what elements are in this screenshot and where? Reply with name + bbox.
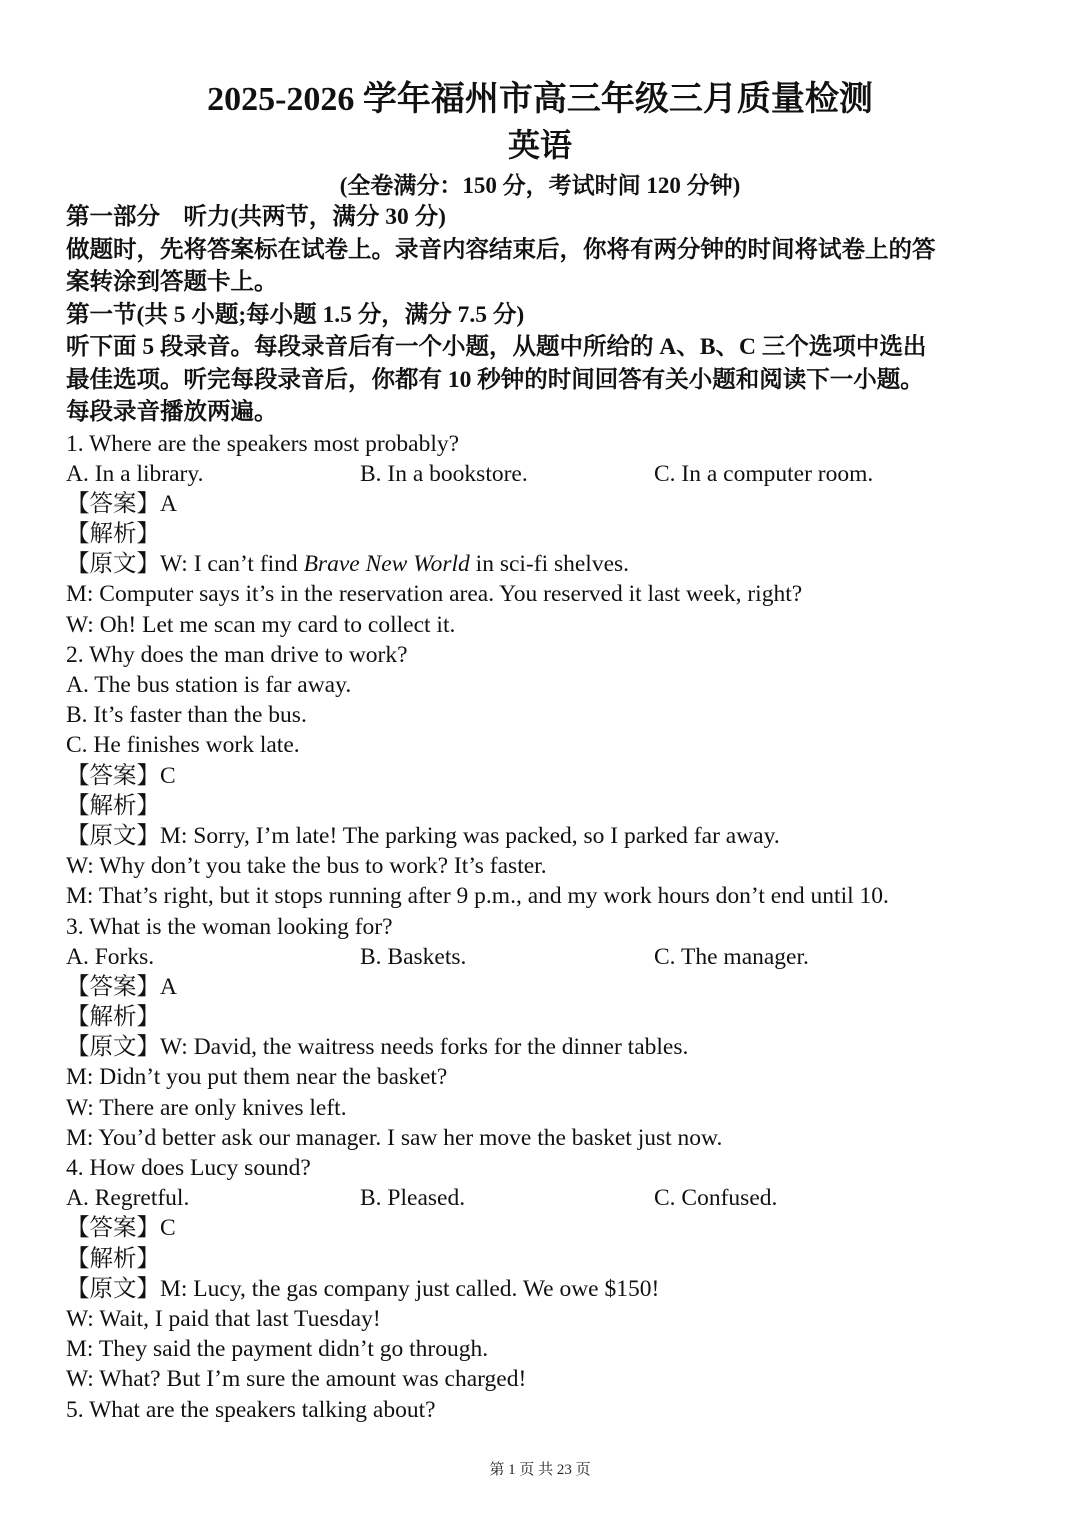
transcript-3-line-4: M: You’d better ask our manager. I saw her move the basket just now. [66,1124,723,1151]
question-3: 3. What is the woman looking for? [66,913,393,940]
option-c: C. Confused. [654,1185,778,1212]
subsection-title: 第一节(共 5 小题;每小题 1.5 分，满分 7.5 分) [66,301,525,328]
page-number: 第 1 页 共 23 页 [489,1462,591,1478]
score-info: (全卷满分：150 分，考试时间 120 分钟) [339,173,741,198]
analysis-2: 【解析】 [66,792,160,819]
question-4: 4. How does Lucy sound? [66,1155,311,1181]
question-1: 1. Where are the speakers most probably? [66,430,460,457]
subsection-instructions: 最佳选项。听完每段录音后，你都有 10 秒钟的时间回答有关小题和阅读下一小题。 [66,366,924,393]
analysis-3: 【解析】 [66,1004,160,1031]
transcript-3-line-2: M: Didn’t you put them near the basket? [66,1064,448,1091]
option-c: C. He finishes work late. [66,732,300,759]
option-a: A. In a library. [66,460,204,487]
subject-title: 英语 [507,127,572,163]
option-a: A. The bus station is far away. [66,672,352,698]
question-5: 5. What are the speakers talking about? [66,1396,436,1423]
question-1-options [66,459,1016,489]
analysis-4: 【解析】 [66,1245,160,1272]
option-b: B. It’s faster than the bus. [66,702,307,729]
question-4-options [66,1183,1016,1213]
transcript-3-line-3: W: There are only knives left. [66,1094,347,1121]
transcript-2-line-1: 【原文】M: Sorry, I’m late! The parking was packed, so I parked far away. [66,822,780,849]
transcript-1-line-1 [66,549,1016,579]
part-title: 第一部分 听力(共两节，满分 30 分) [66,204,446,230]
transcript-1-line-2: M: Computer says it’s in the reservation area. You reserved it last week, right? [66,581,803,608]
transcript-2-line-3: M: That’s right, but it stops running after 9 p.m., and my work hours don’t end until 10. [66,883,889,910]
answer-3: 【答案】A [66,973,177,1000]
transcript-4-line-4: W: What? But I’m sure the amount was charged! [66,1366,527,1393]
transcript-4-line-3: M: They said the payment didn’t go through. [66,1336,489,1363]
option-c: C. The manager. [654,943,809,970]
answer-4: 【答案】C [66,1215,176,1242]
transcript-4-line-1: 【原文】M: Lucy, the gas company just called. We owe $150! [66,1275,660,1302]
transcript-text: 【原文】W: I can’t find [66,551,304,578]
option-a: A. Regretful. [66,1185,190,1212]
option-b: B. In a bookstore. [360,460,528,487]
answer-2: 【答案】C [66,762,176,789]
exam-title: 2025-2026 学年福州市高三年级三月质量检测 [207,81,873,118]
transcript-2-line-2: W: Why don’t you take the bus to work? It’s faster. [66,853,547,880]
option-a: A. Forks. [66,943,155,970]
transcript-3-line-1: 【原文】W: David, the waitress needs forks for the dinner tables. [66,1034,689,1061]
part-instructions: 案转涂到答题卡上。 [66,269,278,295]
option-b: B. Pleased. [360,1185,466,1212]
part-instructions: 做题时，先将答案标在试卷上。录音内容结束后，你将有两分钟的时间将试卷上的答 [66,236,936,263]
option-c: C. In a computer room. [654,460,874,487]
transcript-4-line-2: W: Wait, I paid that last Tuesday! [66,1305,381,1332]
question-2: 2. Why does the man drive to work? [66,641,408,668]
option-b: B. Baskets. [360,943,467,970]
transcript-1-line-3: W: Oh! Let me scan my card to collect it. [66,611,456,638]
subsection-instructions: 每段录音播放两遍。 [66,399,278,425]
question-3-options [66,942,1016,972]
answer-1: 【答案】A [66,490,177,517]
transcript-text: in sci-fi shelves. [469,551,630,578]
subsection-instructions: 听下面 5 段录音。每段录音后有一个小题，从题中所给的 A、B、C 三个选项中选出 [66,334,927,360]
analysis-1: 【解析】 [66,521,160,548]
exam-content [66,201,1016,1425]
book-title: Brave New World [303,551,470,578]
